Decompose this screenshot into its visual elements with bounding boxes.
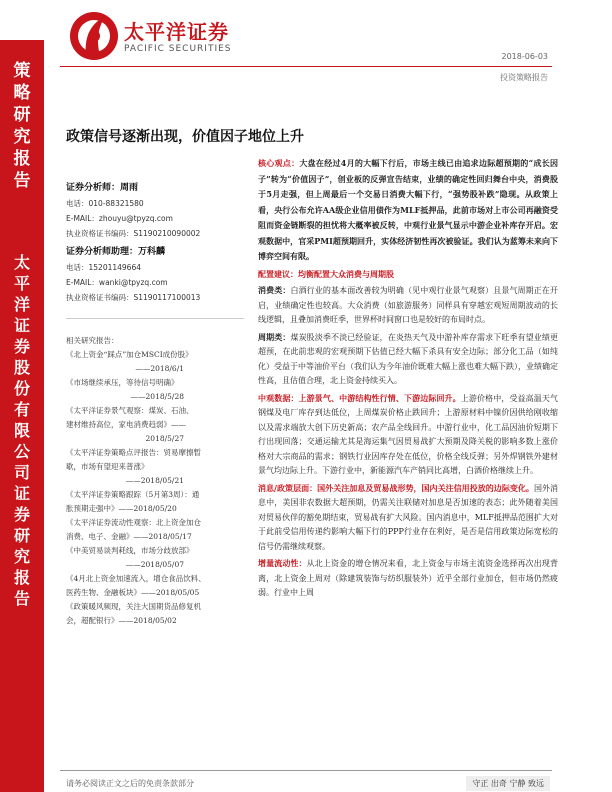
policy-paragraph bbox=[258, 481, 558, 555]
related-report-line[interactable]: 《4月北上资金加速流入，增仓食品饮料、 bbox=[66, 574, 206, 583]
sidebar-bottom-text: 太 平 洋 证 券 股 份 有 限 公 司 证 券 研 究 报 告 bbox=[13, 253, 30, 608]
analyst-name: 证券分析师：周雨 bbox=[66, 183, 139, 193]
analyst-email[interactable]: E-MAIL：zhouyu@tpyzq.com bbox=[66, 214, 173, 223]
company-logo bbox=[66, 6, 266, 66]
related-report-line[interactable]: 《太平洋证券流动性观察：北上资金加仓 bbox=[66, 518, 201, 527]
brand-name-en: PACIFIC SECURITIES bbox=[124, 44, 232, 54]
assistant-phone: 电话：15201149664 bbox=[66, 263, 141, 272]
page-title: 政策信号逐渐出现，价值因子地位上升 bbox=[66, 129, 304, 145]
analyst-license: 执业资格证书编码：S1190210090002 bbox=[66, 229, 201, 238]
config-heading: 配置建议：均衡配置大众消费与周期股 bbox=[258, 268, 394, 279]
related-report-line[interactable]: 消费、电子、金融》——2018/05/17 bbox=[66, 532, 192, 541]
cycle-label: 周期类： bbox=[258, 331, 291, 342]
related-report-line[interactable]: 《北上资金“踩点”加仓MSCI成份股》 bbox=[66, 350, 193, 359]
related-report-line[interactable]: 《太平洋证券景气观察：煤炭、石油、 bbox=[66, 406, 194, 415]
assistant-name: 证券分析师助理：万科麟 bbox=[66, 247, 166, 257]
company-motto: 守正 出奇 宁静 致远 bbox=[466, 776, 550, 791]
policy-text: 国外消息中，美国非农数据大超预期，仍需关注联储对加息是否加速的表态；此外随着美国对贸易伙伴的豁免期结束，贸易战有扩大风险。国内消息中，MLF抵押品范围扩大对于此前受信用传递约影响大幅下行的PPP行业存在利好，是否是信用政策边际宽松的信号仍需继续观察。 bbox=[258, 483, 559, 551]
related-report-line[interactable]: 《太平洋证券策略点评报告：贸易摩擦暂 bbox=[66, 448, 201, 457]
related-report-line: ——2018/5/28 bbox=[130, 392, 184, 401]
related-report-line: ——2018/05/07 bbox=[125, 560, 184, 569]
related-reports bbox=[66, 334, 246, 628]
footer-divider bbox=[60, 770, 552, 771]
related-report-line: ——2018/05/21 bbox=[125, 476, 184, 485]
report-body bbox=[258, 156, 558, 764]
assistant-email[interactable]: E-MAIL：wanki@tpyzq.com bbox=[66, 278, 168, 287]
report-type: 投资策略报告 bbox=[500, 73, 548, 82]
related-report-line[interactable]: 《政策暖风频现，关注大国期货品修复机 bbox=[66, 602, 201, 611]
assistant-license: 执业资格证书编码：S1190117100013 bbox=[66, 293, 201, 302]
related-report-line[interactable]: 歇，市场有望迎来普涨》 bbox=[66, 462, 149, 471]
related-report-line[interactable]: 会，超配银行》——2018/05/02 bbox=[66, 616, 177, 625]
related-report-line[interactable]: 《中美贸易谈判耗线，市场分歧放部》 bbox=[66, 546, 194, 555]
consumer-label: 消费类： bbox=[258, 285, 291, 295]
analyst-divider bbox=[66, 318, 244, 319]
meso-paragraph bbox=[258, 391, 558, 479]
report-date: 2018-06-03 bbox=[501, 52, 548, 61]
related-report-line[interactable]: 《太平洋证券策略跟踪（5月第3周）：通 bbox=[66, 490, 200, 499]
sidebar-strip bbox=[0, 40, 44, 792]
related-report-line[interactable]: 胀预期走强中》——2018/05/20 bbox=[66, 504, 177, 513]
policy-label: 消息/政策层面：国外关注加息及贸易战形势，国内关注信用投放的边际变化。 bbox=[258, 482, 534, 493]
sidebar-top-text: 策 略 研 究 报 告 bbox=[13, 61, 31, 191]
analyst-phone: 电话：010-88321580 bbox=[66, 199, 144, 208]
related-reports-heading: 相关研究报告： bbox=[66, 336, 119, 345]
core-view-paragraph bbox=[258, 156, 558, 265]
disclaimer-note: 请务必阅读正文之后的免责条款部分 bbox=[66, 779, 194, 788]
header-divider bbox=[60, 66, 552, 67]
related-report-line: ——2018/6/1 bbox=[135, 364, 184, 373]
liquidity-text: 从北上资金的增仓情况来看，北上资金与市场主流资金选择再次出现背离，北上资金上周对（除建筑装饰与纺织服装外）近乎全部行业加仓，但市场仍然疲弱。行业中上周 bbox=[258, 559, 559, 597]
liquidity-paragraph bbox=[258, 556, 558, 601]
core-view-label: 核心观点： bbox=[258, 158, 300, 168]
meso-text: 上游价格中，受益高温天气钢煤及电厂库存到达低位，上周煤炭价格止跌回升；上游原材料中镍价因供给刚收缩以及需求端放大创下历史新高；农产品全线回升。中游行业中，化工品因油价短期下行出现回落；交通运输尤其是海运集气因贸易战扩大预期及降关税的影响多数上涨价格对大宗商品的需求；钢铁行业因库存处在低位，价格全线反弹；另外焊钢铁外建材景气均边际上升。下游行业中，新能源汽车产销同比高增，白酒价格继续上升。 bbox=[258, 393, 559, 475]
brand-name-cn: 太平洋证券 bbox=[124, 20, 229, 44]
cycle-paragraph bbox=[258, 330, 558, 389]
consumer-paragraph bbox=[258, 283, 558, 328]
consumer-text: 白酒行业的基本面改善较为明确（见中观行业景气观察）且景气周期正在开启，业绩确定性也较高。大众消费（如旅游服务）同样具有穿越宏观短周期波动的长线逻辑，且叠加消费旺季，世界杯时间窗口也是较好的布局时点。 bbox=[258, 286, 559, 324]
related-report-line[interactable]: 建材维持高位，家电消费趋弱》—— bbox=[66, 420, 186, 429]
meso-label: 中观数据：上游景气、中游结构性行情、下游边际回升。 bbox=[258, 392, 461, 403]
core-view-text: 大盘在经过4月的大幅下行后，市场主线已由追求边际超预期的“成长因子”转为“价值因子”，创业板的反弹宣告结束，业绩的确定性回归舞台中央，消费股于5月走强，但上周最后一个交易日消费大幅下行，“强势股补跌”隐现。从政策上看，央行公布允许AA级企业信用债作为MLF抵押品，此前市场对上市公司再融资受阻而资金链断裂的担忧将大概率被反转，中观行业景气显示中游企业补库存开启。宏观数据中，官采PMI超预期回升，实体经济韧性再次被验证。我们认为蓝筹未来向下博弈空间有限。 bbox=[258, 158, 559, 261]
related-report-line[interactable]: 《市场继续承压，等待信号明确》 bbox=[66, 378, 179, 387]
related-report-line: 2018/5/27 bbox=[145, 434, 184, 443]
cycle-text: 煤炭股淡季不淡已经验证，在炎热天气及中游补库存需求下旺季有望业绩更超预，在此前悲观的宏观预期下估值已经大幅下杀具有安全边际；部分化工品（如纯化）受益于中等油价平台（我们认为今年油价既难大幅上涨也难大幅下跌），业绩确定性高，且估值合理，北上资金持续买入。 bbox=[258, 332, 559, 385]
liquidity-label: 增量流动性： bbox=[258, 558, 307, 568]
related-report-line[interactable]: 医药生物、金融板块》——2018/05/05 bbox=[66, 588, 200, 597]
